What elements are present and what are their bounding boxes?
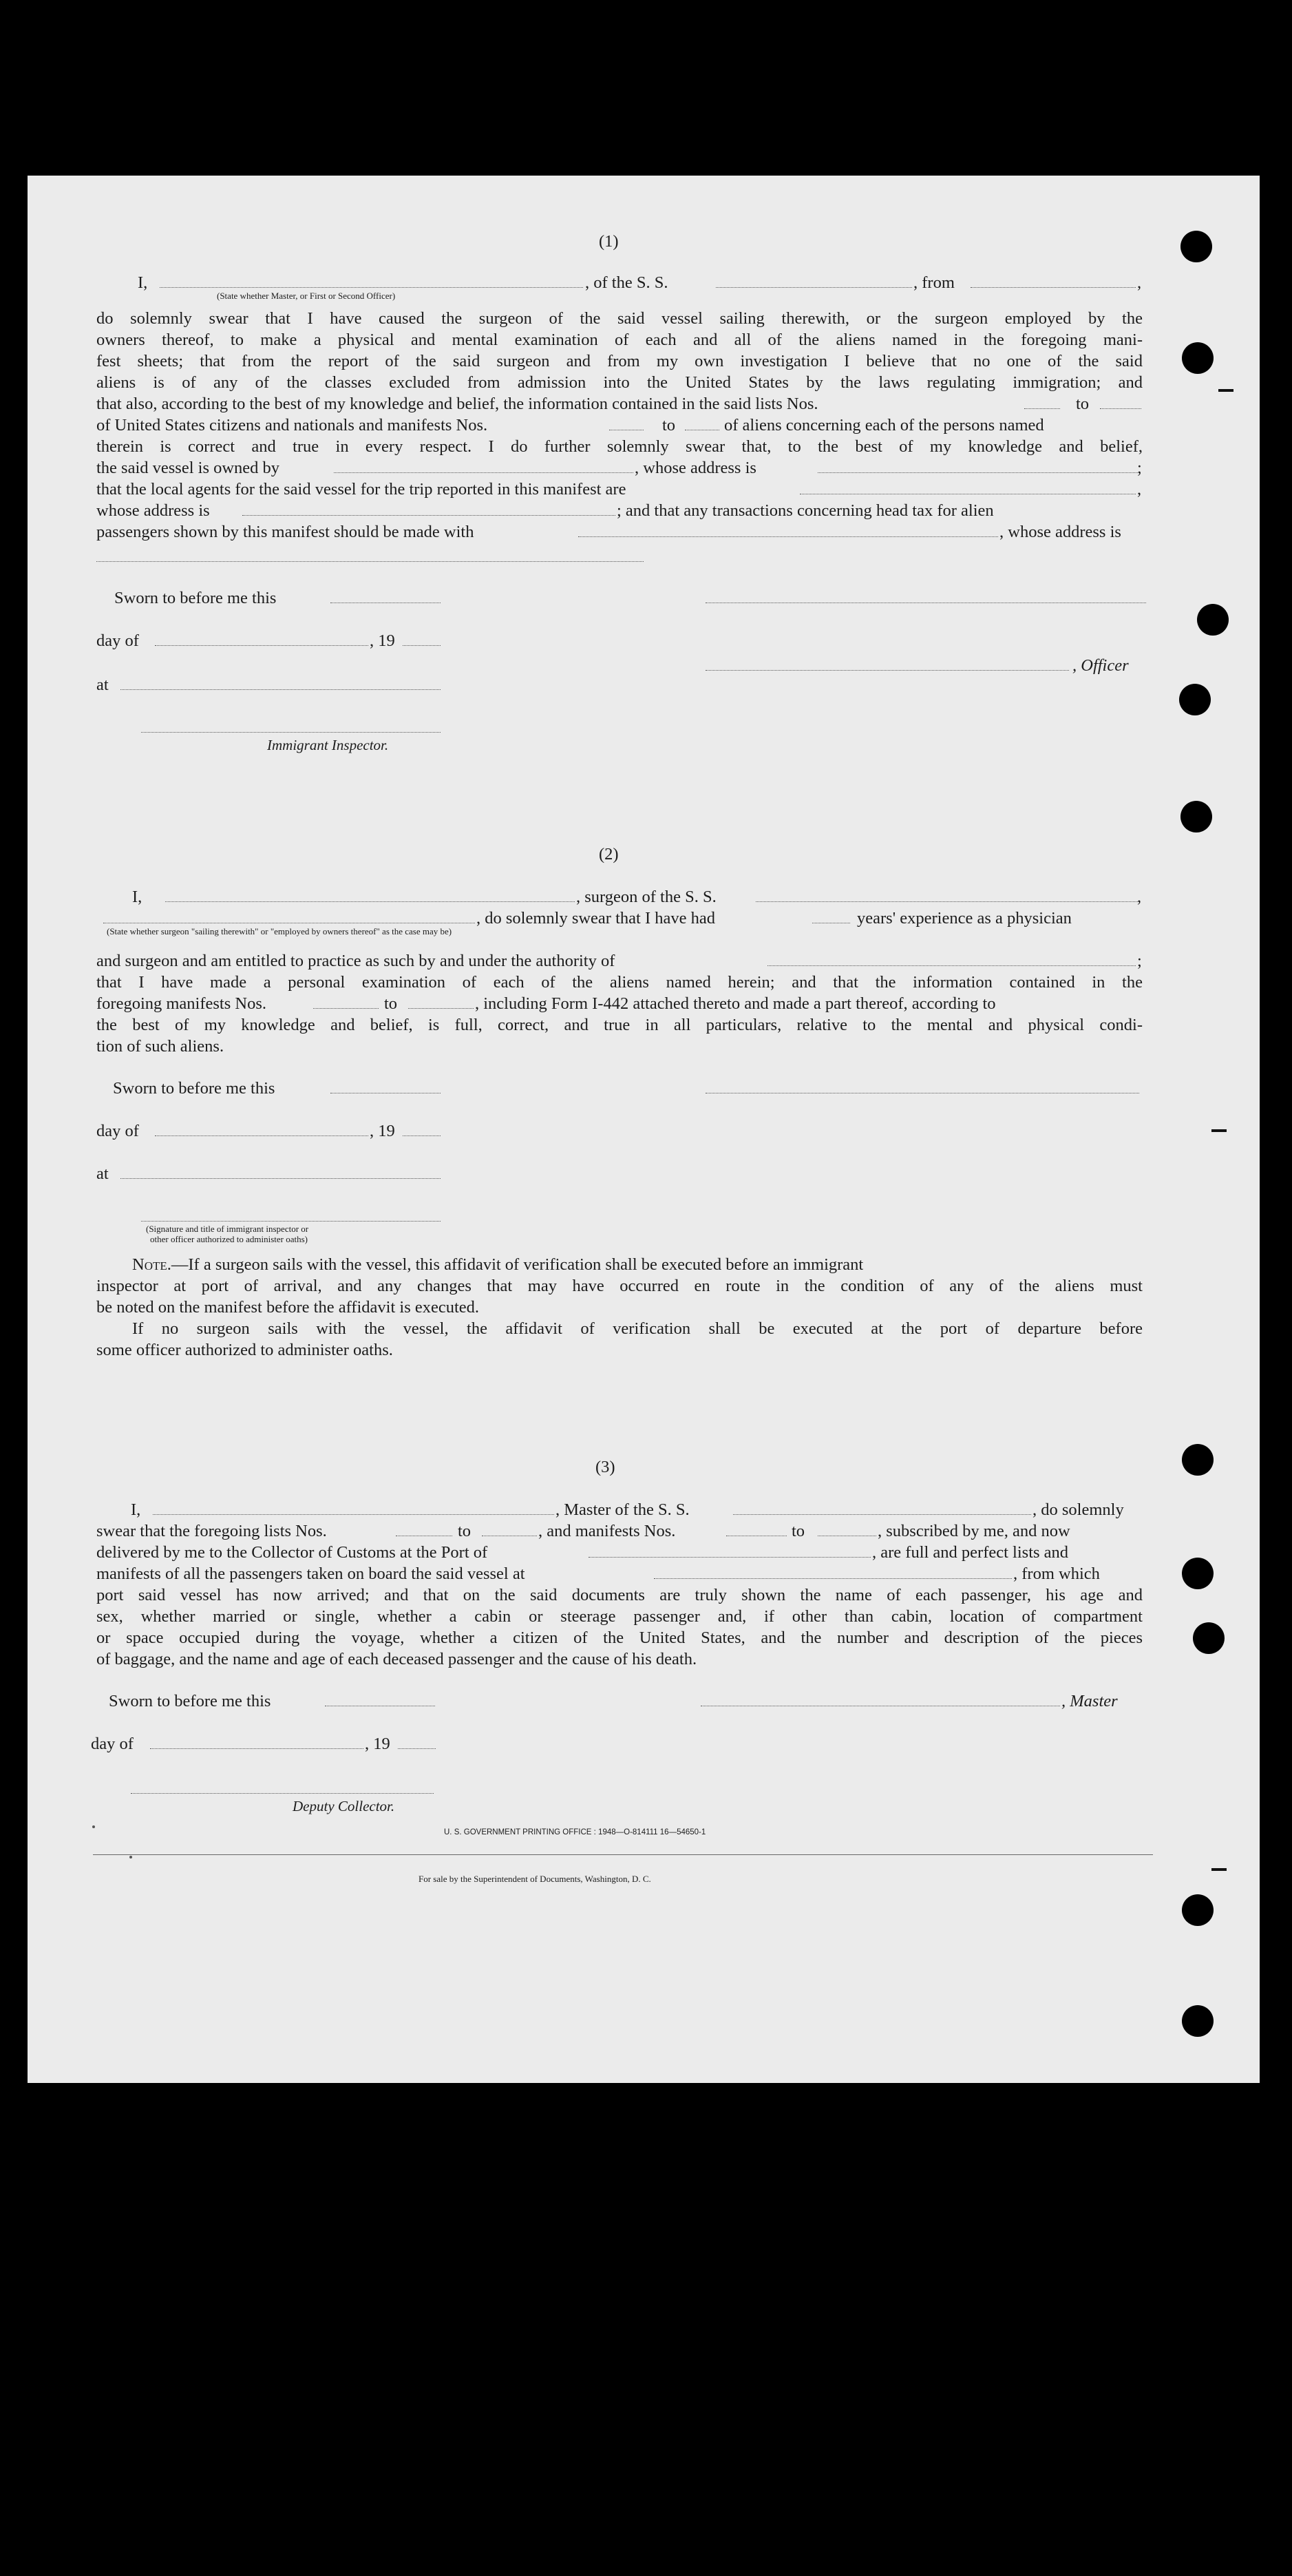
s2-year-blank — [403, 1135, 441, 1136]
s3-line-2c: , and manifests Nos. — [538, 1522, 676, 1540]
s1-inspector-label: Immigrant Inspector. — [267, 737, 389, 753]
s3-vessel-blank — [733, 1514, 1031, 1515]
s1-vessel-blank — [716, 287, 912, 288]
s2-status-note: (State whether surgeon "sailing therewith" or "employed by owners thereof" as the case may be) — [107, 926, 452, 936]
s2-line-6: the best of my knowledge and belief, is full, correct, and true in all particulars, relative to the mental and physical condi- — [96, 1016, 1143, 1034]
s3-name-blank — [153, 1514, 554, 1515]
s1-at-label: at — [96, 676, 109, 694]
s1-name-blank — [160, 287, 583, 288]
s1-line-8c: ; — [1137, 459, 1142, 477]
s2-manifests-to-blank — [408, 1008, 474, 1009]
section-1-number: (1) — [599, 232, 619, 251]
s1-day-label: day of — [96, 631, 139, 650]
s3-line-7: or space occupied during the voyage, whether a citizen of the United States, and the number and description of the pieces — [96, 1629, 1143, 1647]
s2-swear-label: , do solemnly swear that I have had — [476, 909, 715, 928]
edge-mark — [1211, 1129, 1227, 1132]
s1-of-ss-label: , of the S. S. — [585, 273, 668, 292]
s2-sworn-label: Sworn to before me this — [113, 1079, 275, 1098]
s2-signature-title-blank — [141, 1221, 441, 1222]
punch-hole — [1193, 1622, 1225, 1654]
s2-note-line-3: be noted on the manifest before the affidavit is executed. — [96, 1298, 480, 1317]
s1-at-blank — [120, 689, 441, 690]
s3-line-2a: swear that the foregoing lists Nos. — [96, 1522, 327, 1540]
s1-line-6a: of United States citizens and nationals and manifests Nos. — [96, 416, 488, 434]
s2-note-text-1: —If a surgeon sails with the vessel, this affidavit of verification shall be executed before an immigrant — [171, 1255, 864, 1274]
s2-day-label: day of — [96, 1122, 139, 1140]
s2-note-label: Note. — [132, 1255, 171, 1274]
s3-i-label: I, — [131, 1500, 141, 1519]
s2-name-blank — [165, 901, 575, 902]
s1-officer-note: (State whether Master, or First or Second Officer) — [217, 291, 396, 301]
punch-hole — [1182, 1894, 1214, 1926]
s1-agents-address-blank — [242, 515, 615, 516]
s3-year-label: , 19 — [365, 1735, 390, 1753]
s3-boarding-port-blank — [654, 1578, 1012, 1579]
s3-master-of-label: , Master of the S. S. — [555, 1500, 690, 1519]
sale-notice: For sale by the Superintendent of Documents, Washington, D. C. — [419, 1874, 651, 1884]
s1-owner-blank — [334, 472, 633, 473]
s3-line-3a: delivered by me to the Collector of Customs at the Port of — [96, 1543, 488, 1562]
s2-line-4: that I have made a personal examination of each of the aliens named herein; and that the information contained in the — [96, 973, 1143, 992]
punch-hole — [1179, 684, 1211, 715]
s1-owner-address-blank — [818, 472, 1138, 473]
s2-i-label: I, — [132, 888, 142, 906]
s1-year-blank — [403, 645, 441, 646]
s3-year-blank — [398, 1748, 436, 1749]
s2-note-line-2: inspector at port of arrival, and any changes that may have occurred en route in the condition of any of the aliens must — [96, 1277, 1143, 1295]
s1-line-11a: passengers shown by this manifest should be made with — [96, 523, 474, 541]
s3-deputy-blank — [131, 1793, 434, 1794]
s1-line-11b: , whose address is — [999, 523, 1121, 541]
s2-note-line-4: If no surgeon sails with the vessel, the affidavit of verification shall be executed at the port of departure before — [132, 1319, 1143, 1338]
punch-hole — [1182, 2005, 1214, 2037]
s1-line-7: therein is correct and true in every respect. I do further solemnly swear that, to the best of my knowledge and belief, — [96, 437, 1143, 456]
s1-from-label: , from — [913, 273, 955, 292]
s1-line-6b: to — [662, 416, 676, 434]
s1-lists-from-blank — [1024, 408, 1060, 409]
punch-hole — [1180, 801, 1212, 833]
s3-line-8: of baggage, and the name and age of each deceased passenger and the cause of his death. — [96, 1650, 697, 1668]
s2-note-line-5: some officer authorized to administer oaths. — [96, 1341, 393, 1359]
s3-line-4b: , from which — [1013, 1564, 1100, 1583]
s1-officer-blank — [706, 670, 1069, 671]
s1-line-4: aliens is of any of the classes excluded from admission into the United States by the laws regulating immigration; and — [96, 373, 1143, 392]
s3-deputy-label: Deputy Collector. — [293, 1798, 395, 1814]
s1-line-8b: , whose address is — [635, 459, 756, 477]
paper-speck — [92, 1825, 95, 1828]
s1-line-1: do solemnly swear that I have caused the surgeon of the said vessel sailing therewith, or the surgeon employed by the — [96, 309, 1143, 328]
s3-port-blank — [589, 1557, 871, 1558]
s2-at-blank — [120, 1178, 441, 1179]
form-page — [28, 176, 1260, 2083]
s3-do-solemnly: , do solemnly — [1032, 1500, 1124, 1519]
s2-years-label: years' experience as a physician — [857, 909, 1072, 928]
s2-surgeon-of-label: , surgeon of the S. S. — [576, 888, 717, 906]
s2-day-blank — [155, 1135, 368, 1136]
s1-headtax-address-blank — [96, 561, 644, 562]
s3-line-3b: , are full and perfect lists and — [872, 1543, 1069, 1562]
s1-line-6c: of aliens concerning each of the persons named — [724, 416, 1044, 434]
edge-mark — [1211, 1868, 1227, 1871]
punch-hole — [1180, 231, 1212, 262]
section-2-number: (2) — [599, 845, 619, 863]
s2-note-line-1 — [132, 1254, 863, 1275]
punch-hole — [1182, 342, 1214, 374]
footer-rule — [93, 1854, 1153, 1855]
s2-authority-blank — [767, 965, 1136, 966]
s2-comma: , — [1137, 888, 1142, 906]
section-3-number: (3) — [595, 1458, 615, 1476]
s2-line-5b: to — [384, 994, 398, 1013]
s3-day-blank — [150, 1748, 363, 1749]
s3-line-6: sex, whether married or single, whether a cabin or steerage passenger and, if other than cabin, location of compartment — [96, 1607, 1143, 1626]
s1-officer-label: , Officer — [1072, 656, 1129, 675]
s1-comma: , — [1137, 273, 1142, 292]
s2-at-label: at — [96, 1164, 109, 1183]
s3-line-2b: to — [458, 1522, 472, 1540]
s1-line-3: fest sheets; that from the report of the said surgeon and from my own investigation I believe that no one of the said — [96, 352, 1143, 370]
s1-inspector-blank — [141, 732, 441, 733]
s1-line-10a: whose address is — [96, 501, 210, 520]
edge-mark — [1218, 389, 1233, 392]
s3-master-label: , Master — [1061, 1692, 1118, 1710]
punch-hole — [1182, 1558, 1214, 1589]
s3-line-2d: to — [792, 1522, 805, 1540]
s2-signature-note-2: other officer authorized to administer oaths) — [150, 1234, 308, 1244]
s2-manifests-from-blank — [313, 1008, 379, 1009]
s1-sworn-label: Sworn to before me this — [114, 589, 277, 607]
s1-line-5b: to — [1076, 395, 1090, 413]
s1-line-8a: the said vessel is owned by — [96, 459, 280, 477]
s1-line-9b: , — [1137, 480, 1142, 499]
s2-signature-note-1: (Signature and title of immigrant inspector or — [146, 1224, 309, 1234]
s2-year-label: , 19 — [370, 1122, 395, 1140]
s1-line-10b: ; and that any transactions concerning head tax for alien — [617, 501, 994, 520]
punch-hole — [1197, 604, 1229, 636]
s2-line-7: tion of such aliens. — [96, 1037, 224, 1056]
s1-line-2: owners thereof, to make a physical and mental examination of each and all of the aliens named in the foregoing mani- — [96, 331, 1143, 349]
punch-hole — [1182, 1444, 1214, 1476]
s3-sworn-label: Sworn to before me this — [109, 1692, 271, 1710]
s2-line-3a: and surgeon and am entitled to practice as such by and under the authority of — [96, 952, 615, 970]
s2-line-5c: , including Form I-442 attached thereto and made a part thereof, according to — [475, 994, 996, 1013]
s1-lists-to-blank — [1100, 408, 1141, 409]
s3-day-label: day of — [91, 1735, 134, 1753]
s1-headtax-blank — [578, 536, 998, 537]
s1-line-5a: that also, according to the best of my knowledge and belief, the information contained in the said lists Nos. — [96, 395, 818, 413]
s3-line-2e: , subscribed by me, and now — [878, 1522, 1070, 1540]
s1-year-label: , 19 — [370, 631, 395, 650]
s2-line-5a: foregoing manifests Nos. — [96, 994, 266, 1013]
s1-line-9a: that the local agents for the said vessel for the trip reported in this manifest are — [96, 480, 626, 499]
s3-line-5: port said vessel has now arrived; and that on the said documents are truly shown the name of each passenger, his age and — [96, 1586, 1143, 1604]
s1-day-blank — [155, 645, 368, 646]
printing-office-imprint: U. S. GOVERNMENT PRINTING OFFICE : 1948—O-814111 16—54650-1 — [444, 1828, 706, 1836]
s3-line-4a: manifests of all the passengers taken on board the said vessel at — [96, 1564, 525, 1583]
paper-speck — [129, 1856, 132, 1858]
s2-line-3b: ; — [1137, 952, 1142, 970]
s2-vessel-blank — [756, 901, 1138, 902]
s1-port-blank — [971, 287, 1136, 288]
s1-i-label: I, — [138, 273, 148, 292]
